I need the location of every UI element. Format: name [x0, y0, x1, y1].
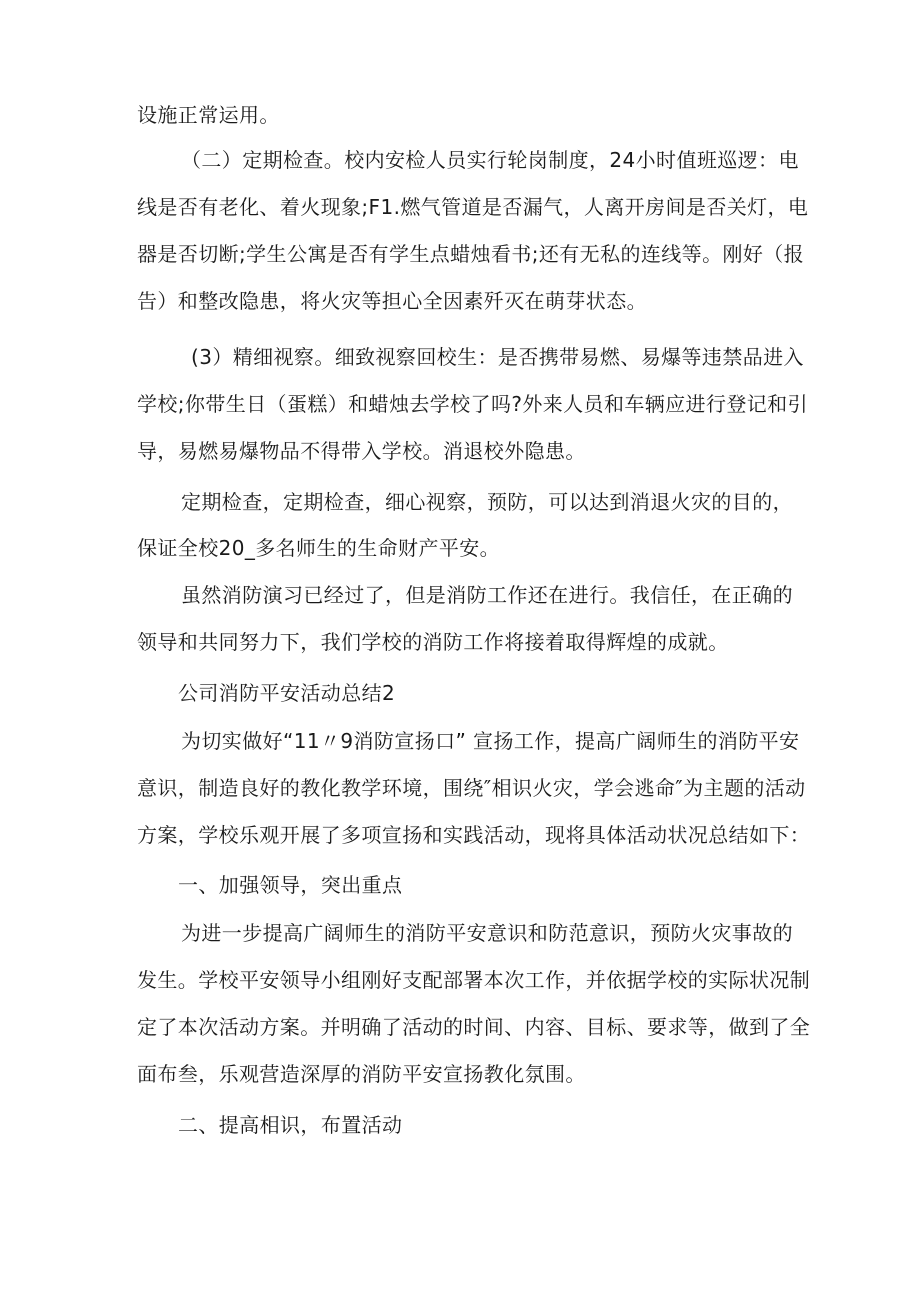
text-line: 虽然消防演习已经过了，但是消防工作还在进行。我信任，在正确的 [181, 583, 793, 607]
text-line: 领导和共同努力下，我们学校的消防工作将接着取得辉煌的成就。 [137, 630, 729, 654]
text-line: 定期检查，定期检查，细心视察，预防，可以达到消退火灾的目的， [181, 490, 793, 514]
text-line: 发生。学校平安领导小组刚好支配部署本次工作，并依据学校的实际状况制 [137, 968, 811, 992]
text-line: 设施正常运用。 [137, 103, 280, 127]
section-heading: 一、加强领导，突出重点 [178, 873, 403, 897]
text-line: 导，易燃易爆物品不得带入学校。消退校外隐患。 [137, 439, 586, 463]
section-heading: 公司消防平安活动总结2 [178, 681, 396, 705]
text-line: （二）定期检查。校内安检人员实行轮岗制度，24小时值班巡逻：电 [181, 148, 799, 172]
text-line: 意识，制造良好的教化教学环境，围绕″相识火灾，学会逃命″为主题的活动 [137, 776, 806, 800]
text-line: 面布叁，乐观营造深厚的消防平安宣扬教化氛围。 [137, 1062, 586, 1086]
text-line: 器是否切断;学生公寓是否有学生点蜡烛看书;还有无私的连线等。刚好（报 [137, 242, 805, 266]
text-line: 学校;你带生日（蛋糕）和蜡烛去学校了吗?外来人员和车辆应进行登记和引 [137, 392, 808, 416]
text-line: 为切实做好“11〃9消防宣扬口” 宣扬工作，提高广阔师生的消防平安 [181, 729, 800, 753]
text-line: 线是否有老化、着火现象;F1.燃气管道是否漏气，人离开房间是否关灯，电 [137, 195, 809, 219]
text-line: 方案，学校乐观开展了多项宣扬和实践活动，现将具体活动状况总结如下： [137, 823, 811, 847]
section-heading: 二、提高相识，布置活动 [178, 1113, 403, 1137]
text-line: 为进一步提高广阔师生的消防平安意识和防范意识，预防火灾事故的 [181, 921, 793, 945]
text-line: 保证全校20_多名师生的生命财产平安。 [137, 536, 501, 560]
text-line: 告）和整改隐患，将火灾等担心全因素歼灭在萌芽状态。 [137, 289, 647, 313]
text-line: 定了本次活动方案。并明确了活动的时间、内容、目标、要求等，做到了全 [137, 1015, 811, 1039]
text-line: (3）精细视察。细致视察回校生：是否携带易燃、易爆等违禁品进入 [191, 345, 804, 369]
